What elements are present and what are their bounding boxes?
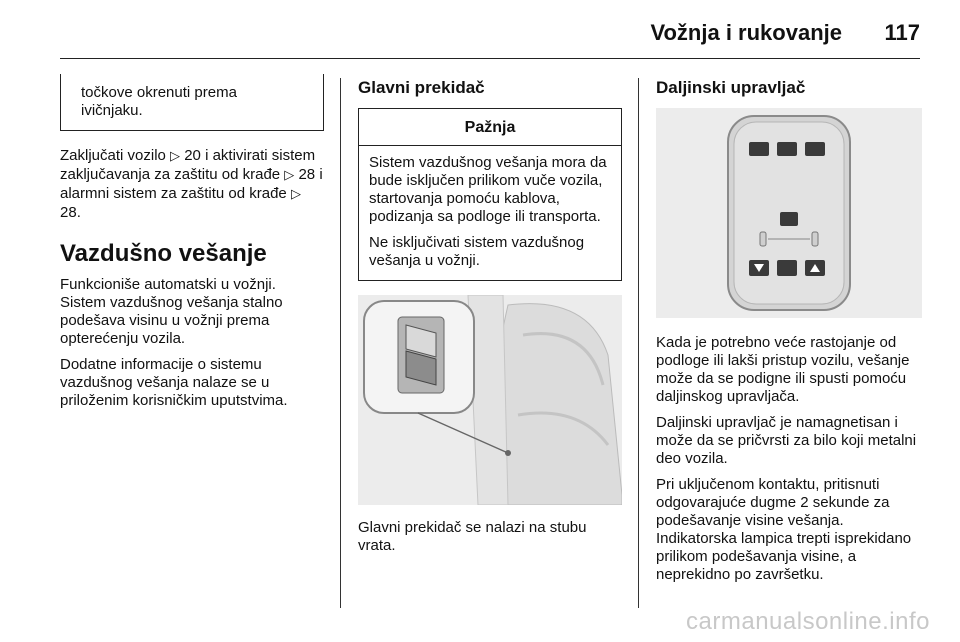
remote-paragraph: Kada je potrebno veće rastojanje od podloge ili lakši pristup vozilu, vešanje može da se podigne ili spusti pomoću daljinskog upravljača. <box>656 334 910 405</box>
note-box-continued <box>60 74 324 131</box>
remote-paragraph: Pri uključenom kontaktu, pritisnuti odgovarajuće dugme 2 sekunde za podešavanje visine vešanja. Indikatorska lampica trepti isprekidano prilikom podešavanja visine, a neprekidno po završetku. <box>656 476 912 583</box>
column-divider <box>340 78 341 608</box>
switch-caption: Glavni prekidač se nalazi na stubu vrata. <box>358 519 587 554</box>
remote-control-illustration <box>656 108 922 318</box>
watermark: carmanualsonline.info <box>686 608 930 635</box>
column-3 <box>656 78 922 592</box>
header-title: Vožnja i rukovanje <box>650 20 842 45</box>
page-ref-arrow-icon: ▷ <box>290 187 301 202</box>
info-paragraph: Dodatne informacije o sistemu vazdušnog vešanja nalaze se u priloženim korisničkim uputstvima. <box>60 356 288 409</box>
warning-box <box>358 108 622 281</box>
page-ref-arrow-icon: ▷ <box>284 168 295 183</box>
column-divider <box>638 78 639 608</box>
warning-title: Pažnja <box>359 109 621 146</box>
suspension-paragraph: Funkcioniše automatski u vožnji. Sistem vazdušnog vešanja stalno podešava visinu u vožnji prema opterećenju vozila. <box>60 276 283 347</box>
warning-text: Ne isključivati sistem vazdušnog vešanja u vožnji. <box>369 234 585 269</box>
page-ref-link[interactable]: 28 <box>298 166 316 183</box>
page-ref-link[interactable]: 28 <box>60 204 77 221</box>
section-heading: Vazdušno vešanje <box>60 240 267 267</box>
column-1 <box>60 74 324 418</box>
remote-paragraph: Daljinski upravljač je namagnetisan i može da se pričvrsti za bilo koji metalni deo vozila. <box>656 414 917 467</box>
warning-text: Sistem vazdušnog vešanja mora da bude isključen prilikom vuče vozila, startovanja pomoću kablova, podizanja sa podloge ili transporta. <box>369 154 607 225</box>
main-switch-illustration <box>358 295 622 505</box>
page-ref-link[interactable]: 20 <box>184 147 201 164</box>
page-number: 117 <box>884 20 920 45</box>
page-ref-arrow-icon: ▷ <box>170 149 181 164</box>
subsection-heading: Daljinski upravljač <box>656 78 806 97</box>
lock-paragraph: Zaključati vozilo ▷ 20 i aktivirati sistem zaključavanja za zaštitu od krađe ▷ 28 i alarmni sistem za zaštitu od krađe ▷ 28. <box>60 147 323 221</box>
column-2 <box>358 78 622 563</box>
note-text: točkove okrenuti prema ivičnjaku. <box>81 84 237 119</box>
page-header <box>60 14 920 59</box>
subsection-heading: Glavni prekidač <box>358 78 485 97</box>
